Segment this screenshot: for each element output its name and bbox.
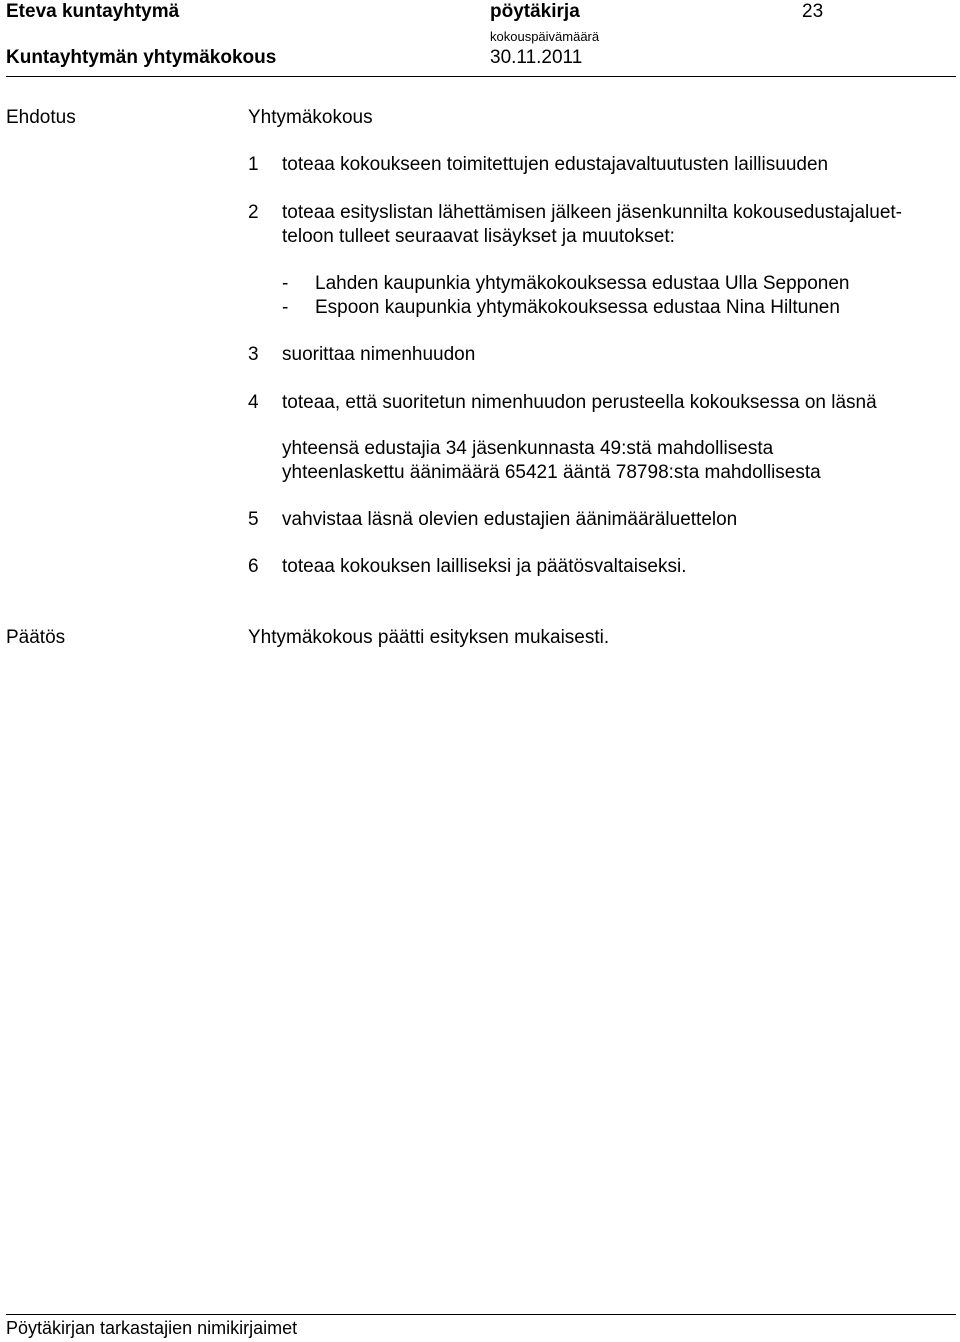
page-number: 23 <box>802 1 824 22</box>
decision-text: Yhtymäkokous päätti esityksen mukaisesti. <box>248 627 610 648</box>
document-type: pöytäkirja <box>490 1 580 22</box>
organization-name: Eteva kuntayhtymä <box>6 1 180 22</box>
item-number: 1 <box>248 154 259 175</box>
change-item: Lahden kaupunkia yhtymäkokouksessa edustaa Ulla Sepponen <box>315 273 850 294</box>
change-item: Espoon kaupunkia yhtymäkokouksessa edustaa Nina Hiltunen <box>315 297 840 318</box>
item-text: suorittaa nimenhuudon <box>282 344 476 365</box>
header-divider <box>6 76 956 77</box>
item-text: vahvistaa läsnä olevien edustajien äänimääräluettelon <box>282 509 738 530</box>
attendance-representatives: yhteensä edustajia 34 jäsenkunnasta 49:stä mahdollisesta <box>282 438 774 459</box>
item-number: 3 <box>248 344 259 365</box>
proposal-intro: Yhtymäkokous <box>248 107 373 128</box>
item-number: 5 <box>248 509 259 530</box>
item-text: toteaa kokouksen lailliseksi ja päätösvaltaiseksi. <box>282 556 687 577</box>
footer-divider <box>6 1314 956 1315</box>
item-text: toteaa kokoukseen toimitettujen edustajavaltuutusten laillisuuden <box>282 154 829 175</box>
item-number: 6 <box>248 556 259 577</box>
item-text: toteaa esityslistan lähettämisen jälkeen jäsenkunnilta kokousedustajaluet- <box>282 202 902 223</box>
item-text-continued: teloon tulleet seuraavat lisäykset ja muutokset: <box>282 226 675 247</box>
decision-heading: Päätös <box>6 627 66 648</box>
change-dash: - <box>282 297 289 318</box>
date-label: kokouspäivämäärä <box>490 29 600 44</box>
change-dash: - <box>282 273 289 294</box>
item-number: 4 <box>248 392 259 413</box>
meeting-date: 30.11.2011 <box>490 47 583 68</box>
attendance-votes: yhteenlaskettu äänimäärä 65421 ääntä 78798:sta mahdollisesta <box>282 462 821 483</box>
item-number: 2 <box>248 202 259 223</box>
proposal-heading: Ehdotus <box>6 107 76 128</box>
meeting-body-name: Kuntayhtymän yhtymäkokous <box>6 47 277 68</box>
item-text: toteaa, että suoritetun nimenhuudon perusteella kokouksessa on läsnä <box>282 392 877 413</box>
signatures-label: Pöytäkirjan tarkastajien nimikirjaimet <box>6 1318 298 1338</box>
